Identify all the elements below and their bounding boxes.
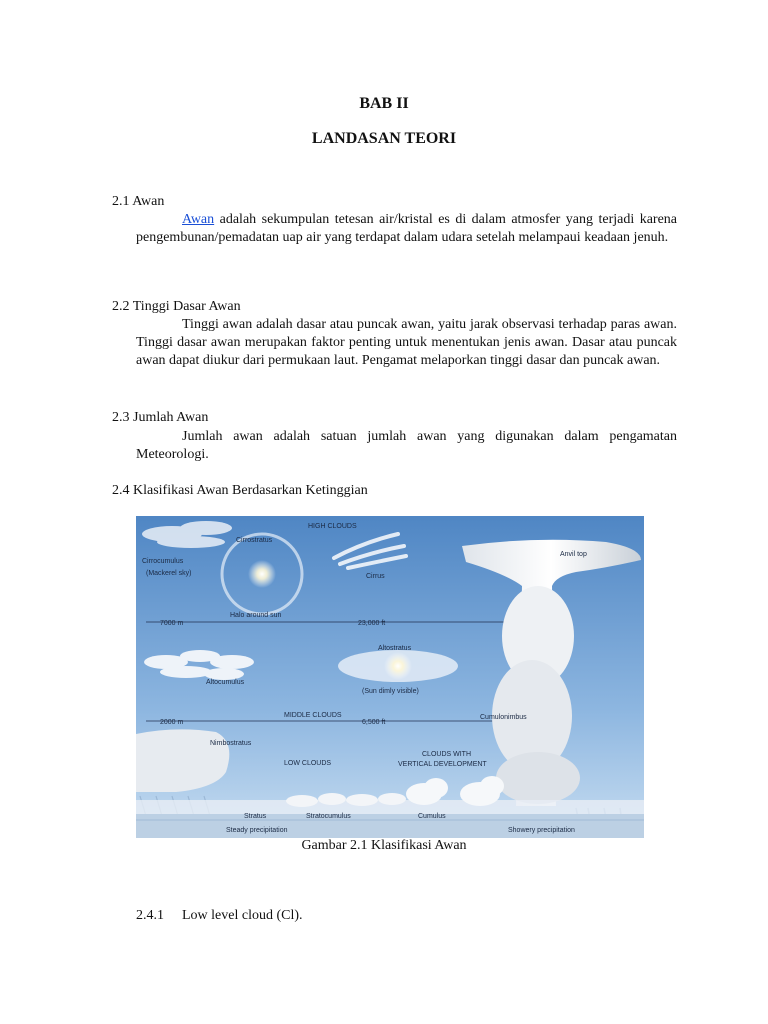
paragraph-text: Tinggi awan adalah dasar atau puncak awan, yaitu jarak observasi terhadap paras awan. Tinggi dasar awan merupakan faktor penting untuk menentukan jenis awan. Dasar atau puncak awan dapat diukur dari permukaan laut. Pengamat melaporkan tinggi dasar dan puncak awan.	[136, 317, 677, 368]
label-cumulonimbus: Cumulonimbus	[480, 714, 527, 721]
dim-sun-icon	[384, 652, 412, 680]
section-paragraph-2-2	[136, 316, 677, 370]
section-heading-2-4: 2.4 Klasifikasi Awan Berdasarkan Ketinggian	[112, 483, 368, 498]
label-vertical-1: CLOUDS WITH	[422, 751, 471, 758]
chapter-number: BAB II	[359, 95, 409, 112]
label-middle-clouds: MIDDLE CLOUDS	[284, 712, 342, 719]
label-stratocumulus: Stratocumulus	[306, 813, 351, 820]
section-heading-2-2: 2.2 Tinggi Dasar Awan	[112, 299, 241, 314]
label-nimbostratus: Nimbostratus	[210, 740, 252, 747]
label-6500ft: 6,500 ft	[362, 719, 386, 726]
label-steady-precip: Steady precipitation	[226, 827, 288, 834]
label-7000m: 7000 m	[160, 620, 184, 627]
cloud-classification-figure	[136, 516, 644, 838]
section-heading-2-3: 2.3 Jumlah Awan	[112, 410, 209, 425]
label-cumulus: Cumulus	[418, 813, 446, 820]
paragraph-text: adalah sekumpulan tetesan air/kristal es di dalam atmosfer yang terjadi karena pengembunan/pemadatan uap air yang terdapat dalam udara setelah melampaui keadaan jenuh.	[136, 212, 677, 245]
label-sun-dimly: (Sun dimly visible)	[362, 688, 419, 695]
figure-caption: Gambar 2.1 Klasifikasi Awan	[301, 838, 467, 853]
subsection-number: 2.4.1	[136, 908, 164, 923]
label-anvil-top: Anvil top	[560, 551, 587, 558]
label-altostratus: Altostratus	[378, 645, 412, 652]
label-showery-precip: Showery precipitation	[508, 827, 575, 834]
label-cirrostratus: Cirrostratus	[236, 537, 273, 544]
label-vertical-2: VERTICAL DEVELOPMENT	[398, 761, 487, 768]
section-paragraph-2-3	[136, 428, 677, 464]
awan-link[interactable]: Awan	[182, 212, 215, 227]
cloud-diagram	[136, 516, 644, 838]
ground-strip	[136, 814, 644, 838]
subsection-title: Low level cloud (Cl).	[182, 908, 303, 923]
label-stratus: Stratus	[244, 813, 267, 820]
section-paragraph-2-1	[136, 211, 677, 247]
label-cirrocumulus: Cirrocumulus	[142, 558, 184, 565]
label-high-clouds: HIGH CLOUDS	[308, 523, 357, 530]
paragraph-text: Jumlah awan adalah satuan jumlah awan yang digunakan dalam pengamatan Meteorologi.	[136, 429, 677, 462]
label-low-clouds: LOW CLOUDS	[284, 760, 332, 767]
label-altocumulus: Altocumulus	[206, 679, 245, 686]
sun-icon	[248, 560, 276, 588]
label-mackerel-sky: (Mackerel sky)	[146, 570, 192, 577]
label-halo: Halo around sun	[230, 612, 282, 619]
section-heading-2-1: 2.1 Awan	[112, 194, 165, 209]
label-cirrus: Cirrus	[366, 573, 385, 580]
label-2000m: 2000 m	[160, 719, 184, 726]
label-23000ft: 23,000 ft	[358, 620, 386, 627]
chapter-title: LANDASAN TEORI	[311, 130, 457, 147]
